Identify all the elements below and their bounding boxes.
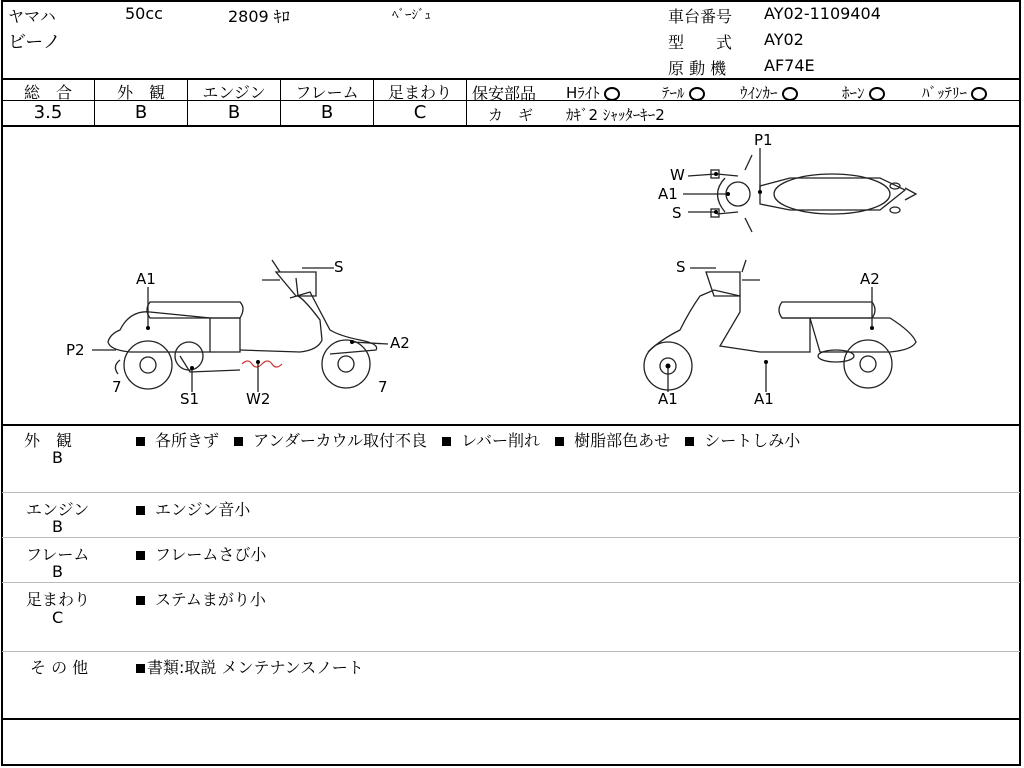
mileage: 2809 ｷﾛ: [228, 7, 290, 26]
frame-number-label: 車台番号: [668, 7, 733, 26]
maker: ヤマハ: [8, 7, 56, 26]
exterior-label: 外 観: [116, 83, 165, 102]
bullet-icon: [685, 437, 694, 446]
remark-grade-exterior: B: [52, 448, 63, 467]
divider: [2, 718, 1020, 720]
label-7-front: 7: [112, 378, 122, 396]
label-p1: P1: [754, 131, 773, 149]
bullet-icon: [555, 437, 564, 446]
keys-value: ｶｷﾞ2 ｼｬｯﾀｰｷｰ2: [566, 106, 665, 124]
overall-grade: 3.5: [33, 102, 63, 123]
remark-items-engine: エンジン音小: [136, 497, 250, 520]
label-7-rear: 7: [378, 378, 388, 396]
label-s1: S1: [180, 390, 200, 408]
leader-lines: [92, 148, 872, 392]
divider: [2, 582, 1020, 583]
keys-label: カ ギ: [488, 106, 534, 124]
label-w: W: [670, 166, 685, 184]
remark-items-suspension: ステムまがり小: [136, 587, 266, 610]
label-a1-left: A1: [136, 270, 156, 288]
bullet-icon: [136, 437, 145, 446]
remark-items-frame: フレームさび小: [136, 542, 266, 565]
type-label: 型 式: [668, 33, 733, 52]
remark-label-engine: エンジン: [26, 500, 90, 519]
safety-item-winker: ｳｲﾝｶｰ: [740, 82, 798, 103]
bullet-icon: [442, 437, 451, 446]
label-a2-left: A2: [390, 334, 410, 352]
label-a1-right: A1: [754, 390, 774, 408]
safety-item-battery: ﾊﾞｯﾃﾘｰ: [922, 82, 987, 103]
exterior-grade: B: [134, 102, 148, 123]
bullet-icon: [136, 506, 145, 515]
safety-label: 保安部品: [472, 84, 537, 103]
safety-item-horn: ﾎｰﾝ: [842, 82, 885, 103]
model-name: ビーノ: [8, 32, 61, 53]
label-p2: P2: [66, 341, 85, 359]
divider: [2, 537, 1020, 538]
engine-label: 原 動 機: [668, 59, 727, 78]
overall-label: 総 合: [23, 83, 72, 102]
remark-label-suspension: 足まわり: [26, 590, 91, 609]
engine-grade-label: エンジン: [202, 83, 266, 102]
type-value: AY02: [764, 30, 804, 49]
body-color: ﾍﾞｰｼﾞｭ: [392, 8, 431, 23]
label-a1-top: A1: [658, 185, 678, 203]
divider: [2, 651, 1020, 652]
label-a2-right: A2: [860, 270, 880, 288]
remark-label-frame: フレーム: [26, 545, 90, 564]
label-s-top: S: [672, 204, 682, 222]
suspension-grade: C: [413, 102, 427, 123]
label-s-right: S: [676, 258, 686, 276]
remark-items-other: 書類:取説 メンテナンスノート: [136, 655, 364, 678]
divider: [2, 492, 1020, 493]
suspension-grade-label: 足まわり: [387, 83, 452, 102]
bullet-icon: [136, 551, 145, 560]
safety-item-tail: ﾃｰﾙ: [662, 82, 705, 103]
frame-number: AY02-1109404: [764, 4, 881, 23]
displacement: 50cc: [125, 4, 163, 23]
remark-grade-frame: B: [52, 562, 63, 581]
bullet-icon: [234, 437, 243, 446]
bullet-icon: [136, 596, 145, 605]
top-view-scooter: [711, 155, 916, 232]
bullet-icon: [136, 664, 145, 673]
safety-item-headlight: Hﾗｲﾄ: [566, 82, 620, 103]
frame-grade-label: フレーム: [295, 83, 359, 102]
frame-grade: B: [320, 102, 334, 123]
remark-label-other: そ の 他: [30, 658, 89, 677]
remark-grade-engine: B: [52, 517, 63, 536]
label-s-left: S: [334, 258, 344, 276]
remark-items-exterior: 各所きず アンダーカウル取付不良 レバー削れ 樹脂部色あせ シートしみ小: [136, 428, 800, 451]
label-a1-right-front: A1: [658, 390, 678, 408]
remark-label-exterior: 外 観: [24, 431, 73, 450]
remark-grade-suspension: C: [52, 608, 64, 627]
engine-model: AF74E: [764, 56, 815, 75]
engine-grade: B: [227, 102, 241, 123]
label-w2: W2: [246, 390, 271, 408]
